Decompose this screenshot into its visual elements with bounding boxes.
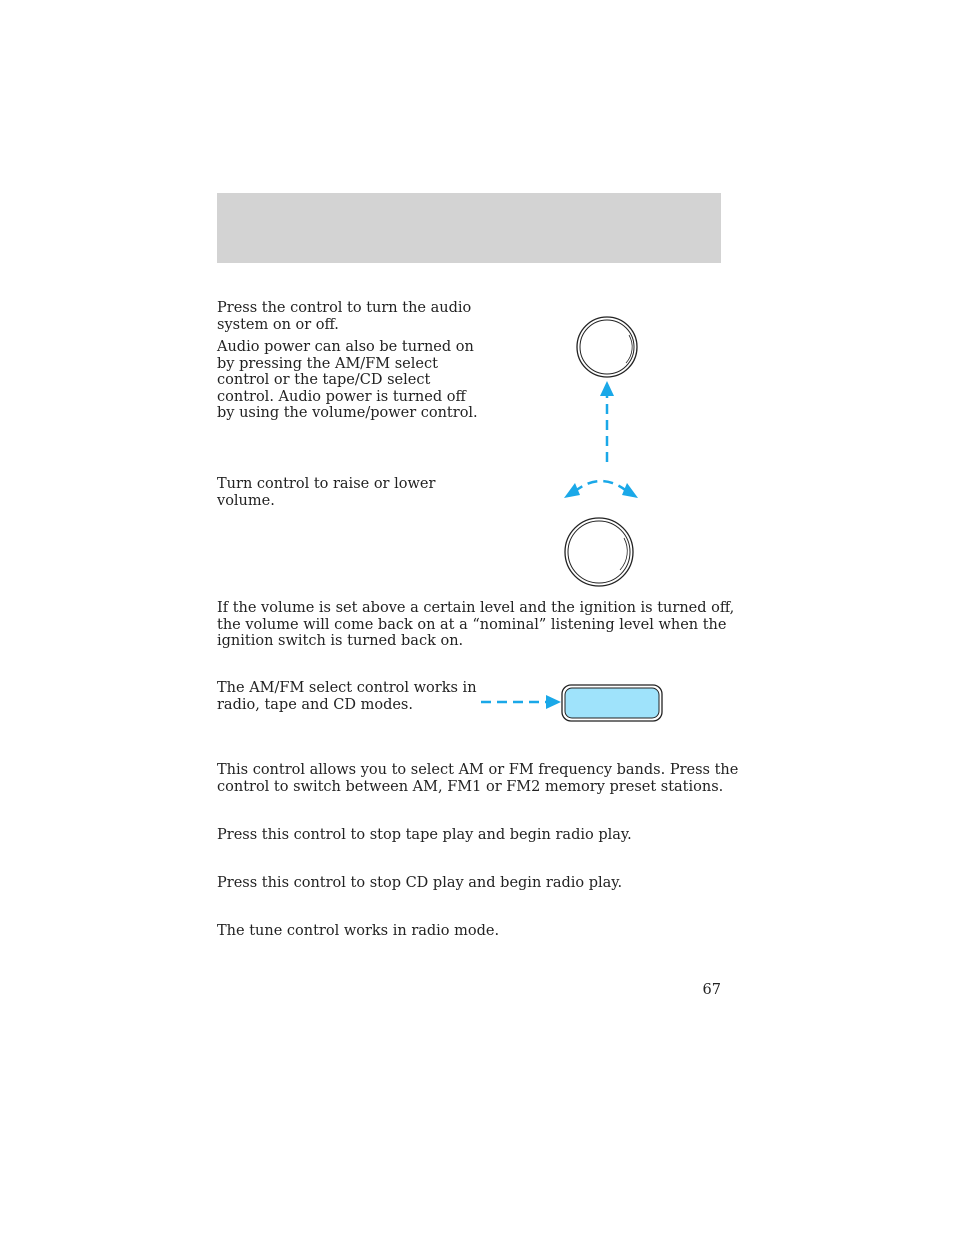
volume-knob-icon (565, 518, 633, 586)
tune-paragraph-1: The tune control works in radio mode. (217, 923, 500, 939)
volume-paragraph-2: If the volume is set above a certain level and the ignition is turned off, the volume will come back on at a “nominal” listening level when the ignition switch is turned back on. (217, 600, 735, 649)
power-paragraph-2: Audio power can also be turned on by pressing the AM/FM select control or the tape/CD select control. Audio power is turned off by using the volume/power control. (217, 339, 478, 421)
amfm-select-button-icon (562, 685, 662, 721)
amfm-paragraph-4: Press this control to stop CD play and begin radio play. (217, 875, 623, 891)
power-paragraph-1: Press the control to turn the audio system on or off. (217, 300, 472, 333)
rotate-arrow-icon (564, 481, 638, 498)
amfm-paragraph-2: This control allows you to select AM or FM frequency bands. Press the control to switch between AM, FM1 or FM2 memory preset stations. (217, 762, 739, 795)
volume-paragraph-1: Turn control to raise or lower volume. (217, 476, 436, 509)
amfm-paragraph-3: Press this control to stop tape play and begin radio play. (217, 827, 632, 843)
press-arrow-icon (600, 381, 614, 462)
power-knob-icon (577, 317, 637, 377)
page-number: 67 (702, 982, 721, 998)
pointer-arrow-icon (481, 695, 561, 709)
amfm-paragraph-1: The AM/FM select control works in radio, tape and CD modes. (217, 680, 477, 713)
